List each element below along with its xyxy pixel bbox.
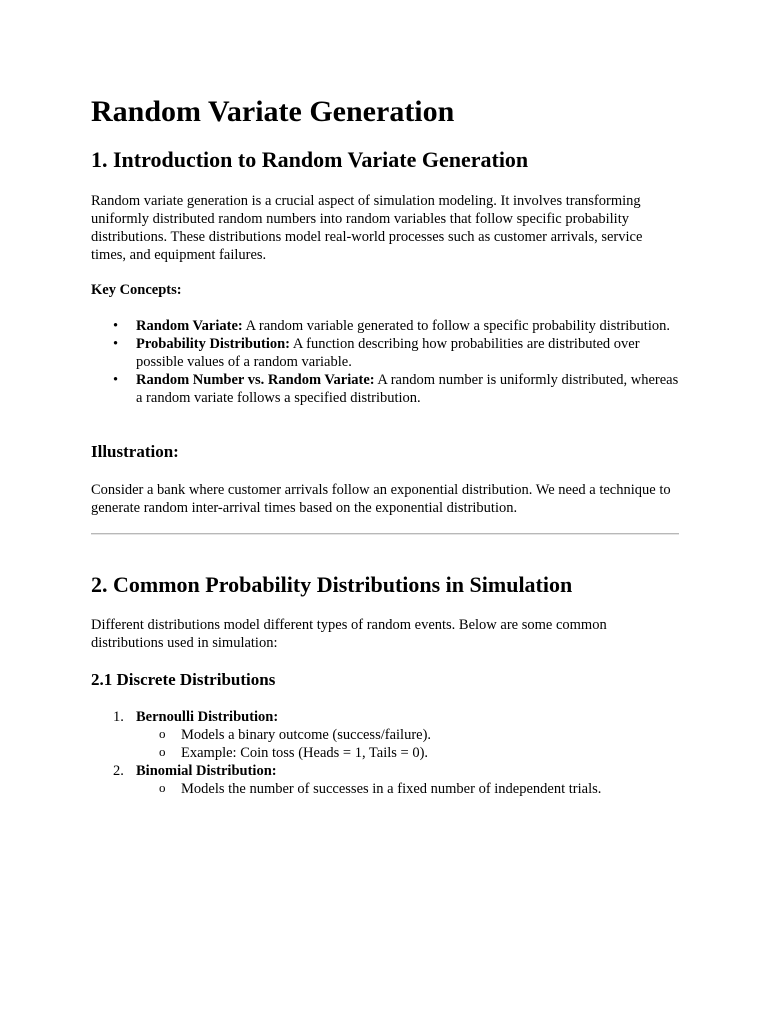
distribution-point [136, 744, 679, 762]
concept-text: A random variable generated to follow a specific probability distribution. [242, 318, 670, 334]
illustration-heading: Illustration: [91, 442, 179, 461]
section-1-heading: 1. Introduction to Random Variate Generation [91, 147, 529, 172]
concept-term: Random Number vs. Random Variate: [136, 372, 375, 388]
concept-text: A random number is uniformly distributed, whereas a random variate follows a specified distribution. [136, 372, 679, 406]
document-title: Random Variate Generation [91, 95, 455, 128]
concept-term: Probability Distribution: [136, 336, 291, 352]
illustration-text: Consider a bank where customer arrivals follow an exponential distribution. We need a technique to generate random inter-arrival times based on the exponential distribution. [91, 482, 671, 516]
key-concepts-list [91, 317, 679, 407]
bullet-icon: • [113, 318, 119, 334]
distribution-point [136, 726, 679, 744]
concept-item [91, 335, 679, 371]
point-text: Models a binary outcome (success/failure). [181, 727, 432, 743]
distribution-list [91, 708, 679, 798]
section-2-intro: Different distributions model different types of random events. Below are some common distributions used in simulation: [91, 617, 607, 651]
distribution-points [136, 780, 679, 798]
concept-term: Random Variate: [136, 318, 243, 334]
bullet-icon: • [113, 336, 119, 352]
concept-text: A function describing how probabilities are distributed over possible values of a random variable. [136, 336, 640, 370]
distribution-points [136, 726, 679, 762]
section-1-intro: Random variate generation is a crucial aspect of simulation modeling. It involves transforming uniformly distributed random numbers into random variables that follow specific probability distributions. These distributions model real-world processes such as customer arrivals, service times, and equipment failures. [91, 193, 643, 263]
list-number: 2. [113, 763, 124, 779]
section-2-heading: 2. Common Probability Distributions in Simulation [91, 572, 573, 597]
sub-bullet-icon: o [159, 780, 166, 795]
distribution-name: Bernoulli Distribution: [136, 709, 279, 725]
sub-bullet-icon: o [159, 744, 166, 759]
section-divider [91, 533, 679, 535]
list-number: 1. [113, 709, 124, 725]
distribution-name: Binomial Distribution: [136, 763, 277, 779]
distribution-item-binomial [91, 762, 679, 798]
bullet-icon: • [113, 372, 119, 388]
distribution-point [136, 780, 679, 798]
discrete-distributions-heading: 2.1 Discrete Distributions [91, 670, 276, 689]
sub-bullet-icon: o [159, 726, 166, 741]
key-concepts-label: Key Concepts: [91, 282, 182, 298]
distribution-item-bernoulli [91, 708, 679, 762]
point-text: Models the number of successes in a fixed number of independent trials. [181, 781, 602, 797]
concept-item [91, 317, 679, 335]
concept-item [91, 371, 679, 407]
point-text: Example: Coin toss (Heads = 1, Tails = 0). [181, 745, 429, 761]
